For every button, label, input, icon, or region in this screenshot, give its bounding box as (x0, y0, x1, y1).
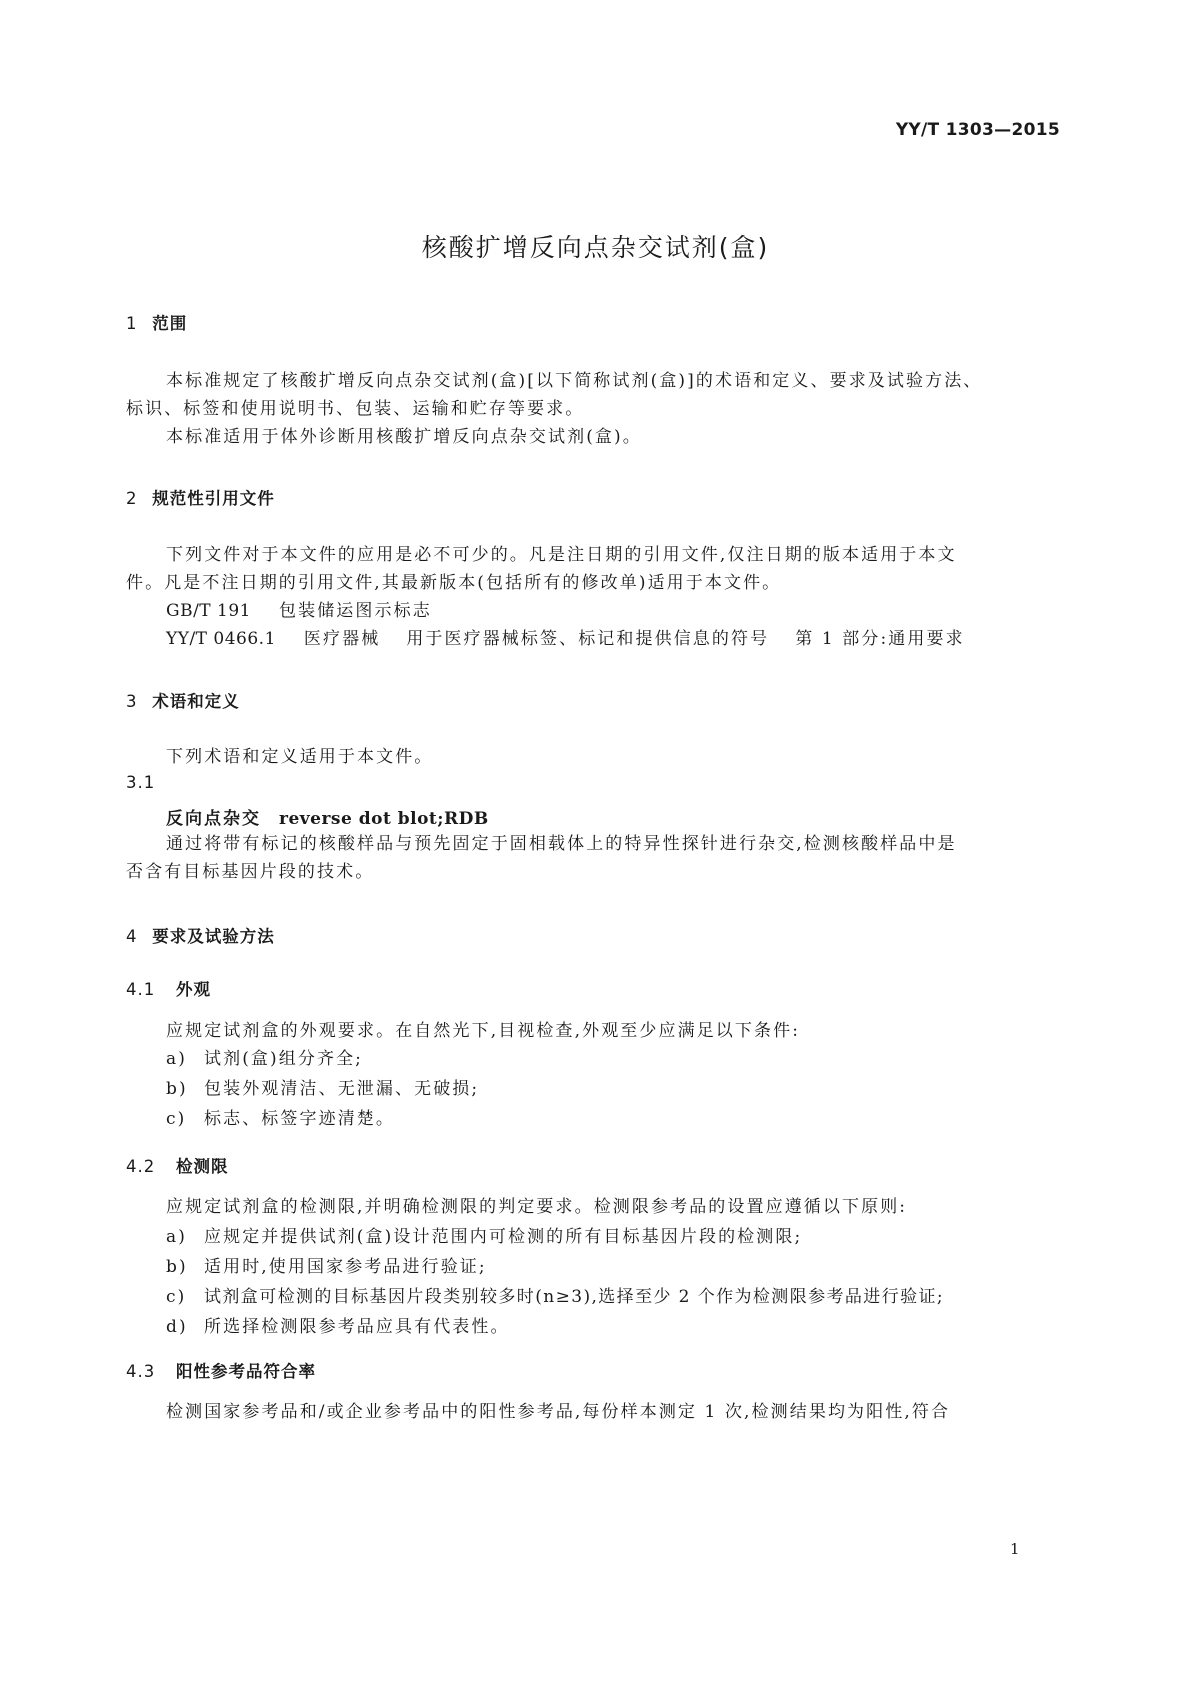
reference-title-part: 第 1 部分:通用要求 (795, 629, 965, 649)
list-item (166, 1313, 510, 1341)
paragraph-line: 通过将带有标记的核酸样品与预先固定于固相载体上的特异性探针进行杂交,检测核酸样品中是 (166, 834, 957, 854)
paragraph-line: 本标准规定了核酸扩增反向点杂交试剂(盒)[以下简称试剂(盒)]的术语和定义、要求及试验方法、 (166, 371, 983, 391)
paragraph-line: 件。凡是不注日期的引用文件,其最新版本(包括所有的修改单)适用于本文件。 (126, 573, 782, 593)
section-title: 范围 (152, 314, 188, 333)
page-number: 1 (1010, 1540, 1020, 1558)
normative-reference (166, 597, 432, 625)
subsection-title: 外观 (176, 980, 211, 999)
normative-reference (166, 625, 965, 653)
section-1-heading (126, 310, 187, 334)
section-number: 2 (126, 489, 138, 508)
list-item-text: 适用时,使用国家参考品进行验证; (204, 1257, 487, 1277)
reference-title: 包装储运图示标志 (279, 601, 432, 621)
list-item (166, 1223, 802, 1251)
section-number: 1 (126, 314, 138, 333)
list-item-text: 标志、标签字迹清楚。 (204, 1109, 395, 1129)
list-item-text: 试剂(盒)组分齐全; (204, 1049, 363, 1069)
list-item-label: a) (166, 1049, 187, 1069)
subsection-title: 阳性参考品符合率 (176, 1362, 316, 1381)
list-item-label: a) (166, 1227, 187, 1247)
paragraph-line: 应规定试剂盒的检测限,并明确检测限的判定要求。检测限参考品的设置应遵循以下原则: (166, 1197, 908, 1217)
subsection-4-3-heading (126, 1358, 316, 1382)
list-item-label: b) (166, 1079, 188, 1099)
section-2-heading (126, 485, 275, 509)
subsection-number: 4.2 (126, 1157, 156, 1176)
paragraph-line: 标识、标签和使用说明书、包装、运输和贮存等要求。 (126, 399, 585, 419)
list-item (166, 1105, 395, 1133)
list-item-text: 包装外观清洁、无泄漏、无破损; (204, 1079, 480, 1099)
list-item (166, 1253, 487, 1281)
reference-code: YY/T 0466.1 (166, 629, 276, 649)
paragraph-line: 应规定试剂盒的外观要求。在自然光下,目视检查,外观至少应满足以下条件: (166, 1021, 801, 1041)
paragraph-line: 检测国家参考品和/或企业参考品中的阳性参考品,每份样本测定 1 次,检测结果均为阳性,符合 (166, 1402, 951, 1422)
list-item-label: c) (166, 1287, 187, 1307)
paragraph-line: 下列文件对于本文件的应用是必不可少的。凡是注日期的引用文件,仅注日期的版本适用于本文 (166, 545, 957, 565)
list-item-label: c) (166, 1109, 187, 1129)
paragraph-line: 本标准适用于体外诊断用核酸扩增反向点杂交试剂(盒)。 (166, 427, 642, 447)
paragraph-line: 否含有目标基因片段的技术。 (126, 862, 375, 882)
term-entry (166, 804, 489, 829)
standard-number: YY/T 1303—2015 (895, 120, 1060, 140)
reference-code: GB/T 191 (166, 601, 251, 621)
subsection-4-1-heading (126, 976, 211, 1000)
section-title: 规范性引用文件 (152, 489, 275, 508)
reference-title-part: 用于医疗器械标签、标记和提供信息的符号 (406, 629, 770, 649)
list-item-label: b) (166, 1257, 188, 1277)
subsection-number: 4.1 (126, 980, 156, 999)
term-number: 3.1 (126, 773, 156, 792)
paragraph-line: 下列术语和定义适用于本文件。 (166, 747, 434, 767)
list-item (166, 1283, 944, 1311)
section-number: 3 (126, 692, 138, 711)
list-item (166, 1075, 479, 1103)
section-3-heading (126, 688, 240, 712)
section-title: 要求及试验方法 (152, 927, 275, 946)
section-title: 术语和定义 (152, 692, 240, 711)
section-number: 4 (126, 927, 138, 946)
subsection-4-2-heading (126, 1153, 229, 1177)
document-title: 核酸扩增反向点杂交试剂(盒) (421, 233, 770, 262)
list-item-label: d) (166, 1317, 188, 1337)
reference-title-part: 医疗器械 (303, 629, 381, 649)
section-4-heading (126, 923, 275, 947)
list-item-text: 试剂盒可检测的目标基因片段类别较多时(n≥3),选择至少 2 个作为检测限参考品进行验证; (204, 1287, 945, 1307)
term-english: reverse dot blot;RDB (279, 809, 489, 829)
list-item (166, 1045, 363, 1073)
subsection-title: 检测限 (176, 1157, 229, 1176)
list-item-text: 应规定并提供试剂(盒)设计范围内可检测的所有目标基因片段的检测限; (204, 1227, 803, 1247)
term-chinese: 反向点杂交 (166, 809, 261, 829)
list-item-text: 所选择检测限参考品应具有代表性。 (204, 1317, 510, 1337)
subsection-number: 4.3 (126, 1362, 156, 1381)
